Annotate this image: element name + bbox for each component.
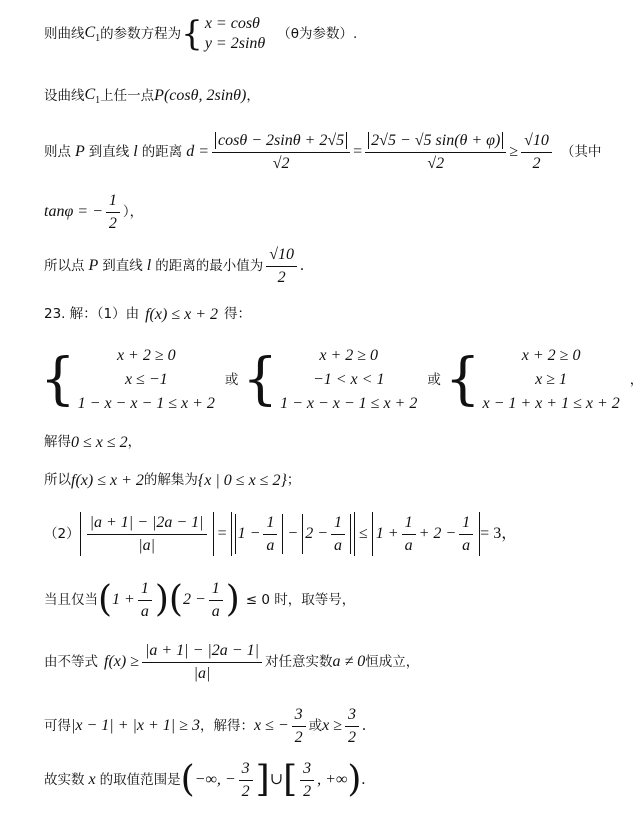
var-l: l — [129, 143, 142, 161]
frac-a — [142, 642, 262, 682]
sys-row: x + 2 ≥ 0 — [521, 347, 581, 364]
text: ≤ 0 时，取等号， — [245, 591, 356, 608]
text: 设曲线 — [44, 87, 85, 104]
x-right: x ≥ — [322, 717, 343, 735]
text: 当且仅当 — [44, 591, 98, 608]
condition: a ≠ 0 — [332, 653, 366, 671]
brace: { — [444, 347, 481, 412]
sys-row: 1 − x − x − 1 ≤ x + 2 — [77, 395, 215, 412]
text: 得： — [224, 306, 251, 323]
denominator: |a| — [138, 536, 155, 554]
text: ； — [286, 472, 301, 489]
numerator: 1 — [106, 192, 120, 213]
denominator: 2 — [348, 728, 357, 746]
text: 则点 — [44, 143, 71, 160]
case-system-3 — [482, 344, 619, 416]
param-system — [205, 14, 265, 54]
text: 恒成立， — [365, 653, 420, 670]
distance-bound — [521, 132, 552, 172]
text: 则曲线 — [44, 25, 85, 42]
line-equality-case: 当且仅当 ( 1 + $\frac{1}{a}$ ) ( 2 − $\frac{1}{a}$ ) ≤ 0 时，取等号， — [44, 579, 356, 621]
comma: ， — [629, 371, 643, 388]
text: 到直线 — [88, 143, 130, 160]
var-d: d = — [182, 143, 210, 161]
var-l: l — [142, 257, 156, 275]
line-solution-set — [44, 472, 300, 490]
denominator: 2 — [532, 154, 541, 172]
text: 上任一点 — [100, 87, 155, 104]
text: 所以点 — [44, 257, 85, 274]
brace: { — [181, 14, 203, 54]
sys-row: −1 < x < 1 — [312, 371, 385, 388]
denominator: √2 — [272, 154, 290, 172]
numerator: 3 — [292, 706, 306, 727]
denominator: 2 — [277, 268, 286, 286]
line-distance: 则点 P 到直线 l 的距离 d = $\frac{\cos\theta - 2\sin\theta + 2√5}{√2}$ = $\frac{2√5 - √5 \sin(\theta + \varphi)}{√2}$ ≥ $\frac{√10}{2}$ （其中 — [44, 132, 602, 172]
curve-c1: $C_1$ — [84, 86, 101, 106]
text: 由不等式 — [44, 653, 98, 670]
numerator: cosθ − 2sinθ + 2√5 — [215, 132, 347, 149]
numerator: √10 — [266, 246, 297, 267]
denominator: 2 — [108, 214, 117, 232]
frac-a — [87, 514, 207, 554]
text: 对任意实数 — [264, 653, 333, 670]
sys-row: x − 1 + x + 1 ≤ x + 2 — [482, 395, 620, 412]
line-range: 故实数 x 的取值范围是 ( −∞, − $\frac{3}{2}$ ] ∪ [ $\frac{3}{2}$ , +∞ ) . — [44, 759, 366, 801]
line-case-systems — [40, 344, 643, 416]
denominator: √2 — [427, 154, 445, 172]
text: ）， — [122, 203, 144, 220]
text: 故实数 — [44, 771, 85, 788]
frac-one-half — [106, 192, 120, 232]
numerator: √10 — [521, 132, 552, 153]
var-p: P — [84, 257, 103, 275]
abs-inequality: |x − 1| + |x + 1| ≥ 3 — [71, 717, 200, 735]
text: （θ为参数）. — [277, 25, 358, 42]
curve-c1: $C_1$ — [84, 24, 101, 44]
text: ， — [246, 87, 260, 104]
numerator: 2√5 − √5 sin(θ + φ) — [368, 132, 503, 149]
line-solved — [44, 434, 141, 452]
or-word: 或 — [427, 371, 441, 388]
or-word: 或 — [224, 371, 239, 388]
text: 23. 解：（1）由 — [44, 306, 140, 323]
period: . — [361, 771, 366, 789]
period: . — [362, 717, 367, 735]
denominator: |a| — [193, 664, 211, 682]
text: （2） — [44, 525, 80, 542]
line-point-p — [44, 86, 260, 106]
text: ，解得： — [199, 717, 254, 734]
param-eq-x: x = cosθ — [204, 15, 260, 32]
inequality: f(x) ≤ x + 2 — [71, 472, 144, 489]
text: （其中 — [560, 143, 602, 160]
equals-three: = 3， — [480, 525, 518, 543]
brace: { — [40, 347, 76, 412]
sys-row: x + 2 ≥ 0 — [319, 347, 379, 364]
solution-set: {x | 0 ≤ x ≤ 2} — [197, 472, 287, 489]
text: 的距离 — [141, 143, 183, 160]
case-system-1 — [78, 344, 215, 416]
line-min-distance — [44, 246, 304, 286]
sys-row: x ≥ 1 — [535, 371, 568, 388]
solution-range: 0 ≤ x ≤ 2 — [71, 434, 128, 451]
distance-frac-2 — [365, 132, 506, 172]
text: 的取值范围是 — [99, 771, 181, 788]
line-solve-x — [44, 706, 366, 746]
line-tan-phi — [44, 192, 143, 232]
inequality: f(x) ≤ x + 2 — [145, 306, 218, 323]
brace: { — [242, 347, 279, 412]
text: 的参数方程为 — [100, 25, 182, 42]
param-eq-y: y = 2sinθ — [204, 35, 266, 52]
line-q23 — [44, 306, 251, 324]
denominator: 2 — [294, 728, 303, 746]
sys-row: 1 − x − x − 1 ≤ x + 2 — [280, 395, 418, 412]
distance-frac-1 — [212, 132, 350, 172]
text: 到直线 — [102, 257, 143, 274]
period: . — [300, 257, 305, 275]
abs-sum: 1 + $\frac{1}{a}$ + 2 − $\frac{1}{a}$ — [372, 512, 480, 556]
case-system-2 — [280, 344, 417, 416]
line-inequality-holds — [44, 642, 419, 682]
var-p: P — [71, 143, 89, 161]
min-distance-frac — [266, 246, 297, 286]
tan-expr: tanφ = − — [44, 203, 103, 221]
var-x: x — [84, 771, 100, 789]
text: 可得 — [44, 717, 71, 734]
sys-row: x ≤ −1 — [124, 371, 168, 388]
text: ， — [127, 434, 142, 451]
text: 解得 — [44, 434, 71, 451]
numerator: |a + 1| − |2a − 1| — [87, 514, 207, 535]
or-word: 或 — [308, 717, 323, 734]
abs-frac — [80, 512, 214, 556]
line-curve-param — [44, 14, 357, 54]
line-part2: （2） $\frac{|a + 1| - |2a - 1|}{|a|}$ = 1 − $\frac{1}{a}$ − 2 − $\frac{1}{a}$ ≤ 1 + $\frac{1}{a}$ + 2 − $\frac{1}{a}$ = 3， — [44, 512, 517, 556]
numerator: 3 — [345, 706, 359, 727]
sys-row: x + 2 ≥ 0 — [116, 347, 176, 364]
text: 所以 — [44, 472, 71, 489]
f-expr: f(x) ≥ — [104, 653, 139, 671]
abs-diff: 1 − $\frac{1}{a}$ − 2 − $\frac{1}{a}$ — [231, 512, 355, 556]
point-expr: P(cosθ, 2sinθ) — [154, 87, 247, 105]
text: 的距离的最小值为 — [155, 257, 264, 274]
text: 的解集为 — [143, 472, 198, 489]
x-left: x ≤ − — [253, 717, 289, 735]
numerator: |a + 1| − |2a − 1| — [142, 642, 262, 663]
